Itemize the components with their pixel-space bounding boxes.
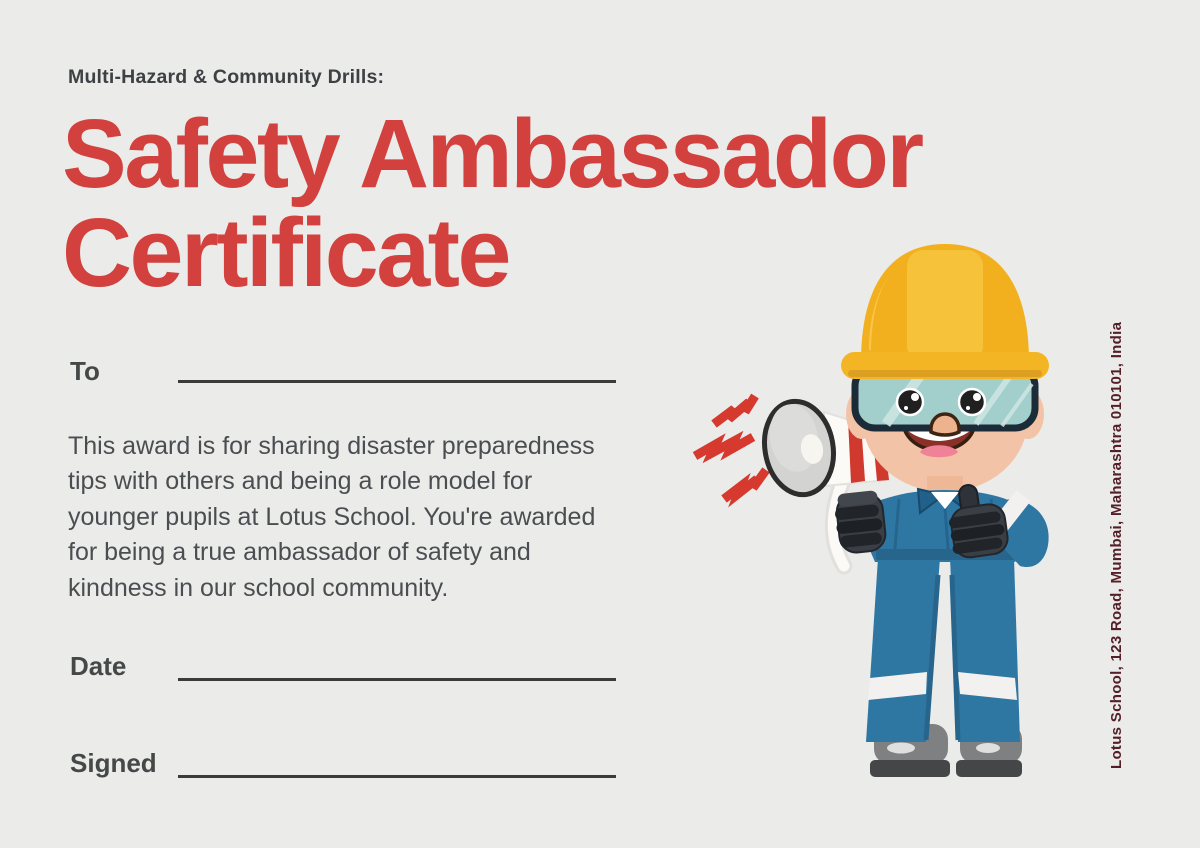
date-blank-line (178, 678, 616, 681)
body-line: kindness in our school community. (68, 573, 449, 602)
certificate-title-line1: Safety Ambassador (62, 99, 922, 208)
body-line: tips with others and being a role model for (68, 467, 533, 496)
safety-worker-illustration (686, 228, 1074, 794)
school-address-side-text: Lotus School, 123 Road, Mumbai, Maharashtra 010101, India (1108, 321, 1125, 769)
body-line: younger pupils at Lotus School. You're awarded (68, 502, 596, 531)
arm-holding-megaphone (833, 490, 892, 555)
certificate-body-text (68, 429, 668, 606)
body-line: This award is for sharing disaster preparedness (68, 432, 595, 460)
date-label: Date (70, 651, 127, 681)
to-blank-line (178, 380, 616, 383)
certificate-kicker: Multi-Hazard & Community Drills: (68, 66, 385, 88)
nose (931, 414, 959, 435)
glove-fist-left (833, 490, 887, 555)
signed-label: Signed (70, 748, 157, 778)
hard-hat-icon (841, 244, 1049, 379)
alert-bolts-icon (695, 396, 766, 499)
coverall-legs (866, 558, 1020, 742)
thumbs-up-arm (944, 481, 1048, 567)
certificate-title-line2: Certificate (62, 198, 509, 307)
signed-blank-line (178, 775, 616, 778)
to-label: To (70, 356, 100, 386)
body-line: for being a true ambassador of safety and (68, 538, 531, 567)
